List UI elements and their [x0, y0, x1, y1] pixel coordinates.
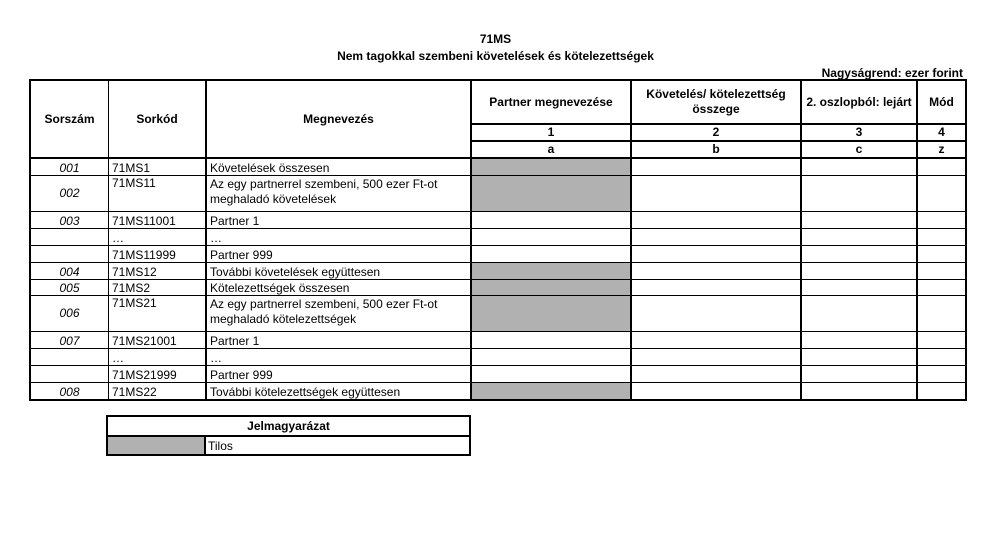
legend	[106, 415, 471, 456]
col-header-mod: Mód	[929, 94, 954, 109]
grid-line	[31, 211, 965, 212]
col-letter: b	[712, 142, 720, 156]
row-sorszam: 005	[59, 281, 80, 295]
grid-line	[31, 295, 965, 296]
grid-line	[31, 279, 965, 280]
grid-line	[31, 228, 965, 229]
grid-line	[108, 81, 109, 399]
row-sorszam: 008	[59, 385, 80, 399]
col-header-partner: Partner megnevezése	[489, 94, 613, 109]
grid-line	[31, 382, 965, 383]
unit-label: Nagyságrend: ezer forint	[821, 66, 963, 80]
forbidden-cell	[472, 280, 630, 295]
grid-line	[31, 262, 965, 263]
col-number: 3	[855, 125, 863, 139]
col-letter: z	[938, 142, 945, 156]
row-sorkod: …	[112, 351, 124, 365]
row-megnevezes: Partner 999	[210, 248, 273, 262]
legend-title: Jelmagyarázat	[247, 419, 330, 433]
row-sorszam: 006	[59, 306, 80, 320]
legend-swatch	[108, 437, 204, 454]
row-megnevezes: …	[210, 231, 222, 245]
col-header-lejart: 2. oszlopból: lejárt	[806, 94, 912, 109]
grid-line	[31, 365, 965, 366]
col-header-sorkod: Sorkód	[136, 111, 178, 126]
row-sorkod: 71MS1	[112, 161, 151, 175]
row-megnevezes: Kötelezettségek összesen	[210, 281, 350, 295]
row-sorkod: …	[112, 231, 124, 245]
row-sorszam: 002	[59, 186, 80, 200]
forbidden-cell	[472, 383, 630, 399]
row-sorkod: 71MS21001	[112, 334, 177, 348]
row-megnevezes: Az egy partnerrel szembeni, 500 ezer Ft-ot meghaladó kötelezettségek	[210, 297, 438, 326]
row-megnevezes: Partner 1	[210, 334, 260, 348]
data-table	[29, 79, 967, 401]
col-number: 1	[547, 125, 555, 139]
grid-line	[470, 81, 472, 399]
row-sorkod: 71MS22	[112, 385, 157, 399]
row-sorkod: 71MS11999	[112, 248, 176, 262]
grid-line	[800, 81, 802, 399]
legend-divider	[204, 437, 206, 454]
row-sorszam: 004	[59, 265, 80, 279]
forbidden-cell	[472, 159, 630, 175]
grid-line	[31, 157, 965, 159]
col-number: 2	[712, 125, 720, 139]
row-sorszam: 003	[59, 214, 80, 228]
row-megnevezes: További kötelezettségek együttesen	[210, 385, 401, 399]
grid-line	[472, 140, 965, 142]
form-code: 71MS	[479, 32, 512, 46]
row-sorszam: 007	[59, 334, 80, 348]
col-header-osszeg: Követelés/ kötelezettség összege	[646, 87, 786, 116]
col-header-sorszam: Sorszám	[44, 111, 95, 126]
row-sorkod: 71MS21999	[112, 368, 177, 382]
row-megnevezes: További követelések együttesen	[210, 265, 381, 279]
legend-label: Tilos	[208, 438, 233, 453]
grid-line	[472, 123, 965, 125]
grid-line	[31, 175, 965, 176]
col-header-megnevezes: Megnevezés	[303, 111, 374, 126]
row-sorkod: 71MS21	[112, 296, 157, 310]
grid-line	[916, 81, 918, 399]
form-title: Nem tagokkal szembeni követelések és kötelezettségek	[337, 49, 654, 63]
grid-line	[205, 81, 207, 399]
row-sorkod: 71MS11001	[112, 214, 176, 228]
row-megnevezes: Partner 1	[210, 214, 260, 228]
row-megnevezes: …	[210, 351, 222, 365]
row-megnevezes: Követelések összesen	[210, 161, 330, 175]
col-letter: c	[855, 142, 863, 156]
row-megnevezes: Partner 999	[210, 368, 273, 382]
grid-line	[31, 331, 965, 332]
grid-line	[630, 81, 632, 399]
forbidden-cell	[472, 176, 630, 211]
row-megnevezes: Az egy partnerrel szembeni, 500 ezer Ft-ot meghaladó követelések	[210, 177, 438, 206]
grid-line	[31, 348, 965, 349]
row-sorkod: 71MS12	[112, 265, 157, 279]
row-sorkod: 71MS11	[112, 176, 156, 190]
forbidden-cell	[472, 263, 630, 279]
col-letter: a	[547, 142, 555, 156]
grid-line	[31, 245, 965, 246]
row-sorszam: 001	[59, 161, 80, 175]
col-number: 4	[938, 125, 945, 139]
forbidden-cell	[472, 296, 630, 331]
row-sorkod: 71MS2	[112, 281, 151, 295]
